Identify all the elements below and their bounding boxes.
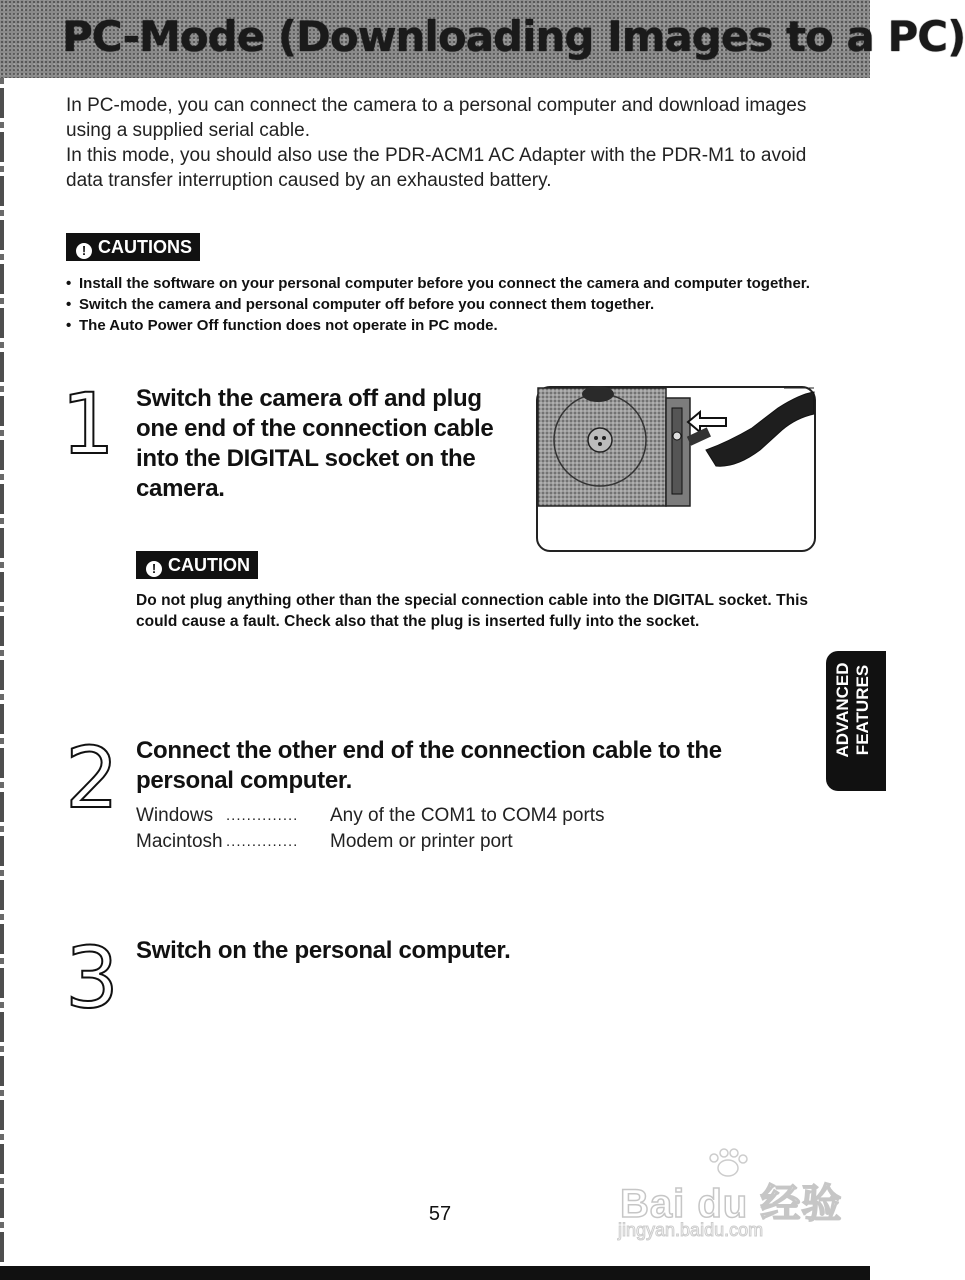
leader-dots: .............. (226, 833, 299, 850)
step-1-heading: Switch the camera off and plug one end of the connection cable into the DIGITAL socket on the camera. (136, 385, 494, 502)
camera-cable-illustration (536, 386, 816, 552)
watermark (618, 1148, 843, 1248)
bottom-rule (0, 1266, 870, 1280)
list-item: • Install the software on your personal computer before you connect the camera and computer together. (66, 273, 811, 294)
side-tab-line-1: ADVANCED (833, 662, 852, 758)
list-item: • Switch the camera and personal computer off before you connect them together. (66, 294, 811, 315)
side-tab-label (830, 640, 881, 780)
step-2-number: 2 (65, 729, 119, 827)
cautions-label: CAUTIONS (98, 237, 192, 257)
table-row (136, 803, 605, 829)
caution-badge (136, 551, 258, 579)
cautions-list (66, 273, 811, 336)
watermark-url: jingyan.baidu.com (618, 1220, 764, 1240)
port-value: Any of the COM1 to COM4 ports (330, 805, 605, 826)
cautions-badge (66, 233, 200, 261)
step-3-number: 3 (65, 929, 119, 1027)
table-row (136, 829, 605, 855)
caution-text: Do not plug anything other than the special connection cable into the DIGITAL socket. This could cause a fault. Check also that the plug is inserted fully into the socket. (136, 592, 808, 630)
intro-paragraph-1: In PC-mode, you can connect the camera to a personal computer and download images using a supplied serial cable. (66, 95, 807, 141)
watermark-brand: Bai du 经验 (620, 1182, 843, 1226)
os-name: Macintosh (136, 831, 223, 852)
caution-icon: ! (146, 561, 162, 577)
page-title: PC-Mode (Downloading Images to a PC) (62, 12, 965, 61)
caution-icon: ! (76, 243, 92, 259)
step-1-number: 1 (61, 375, 115, 473)
list-item: • The Auto Power Off function does not operate in PC mode. (66, 315, 811, 336)
side-tab-line-2: FEATURES (853, 664, 872, 756)
left-margin-rule (0, 78, 4, 1268)
intro-paragraph-2: In this mode, you should also use the PDR-ACM1 AC Adapter with the PDR-M1 to avoid data transfer interruption caused by an exhausted battery. (66, 145, 807, 191)
os-name: Windows (136, 805, 214, 826)
intro-text (66, 93, 811, 193)
header-band (0, 0, 965, 78)
caution-label: CAUTION (168, 555, 250, 575)
step-2-heading: Connect the other end of the connection cable to the personal computer. (136, 737, 722, 794)
page-number: 57 (428, 1203, 452, 1225)
port-value: Modem or printer port (330, 831, 513, 852)
leader-dots: .............. (226, 807, 299, 824)
ports-table (136, 803, 605, 855)
camera-cable-drawing (538, 388, 814, 550)
step-3-heading: Switch on the personal computer. (136, 937, 511, 964)
